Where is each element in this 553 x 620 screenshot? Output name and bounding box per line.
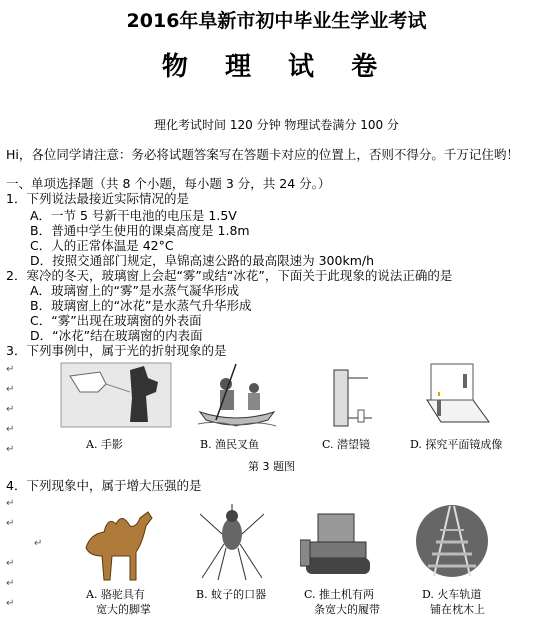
q3-figure-label: 第 3 题图 [248, 460, 295, 473]
paragraph-mark: ↵ [6, 518, 15, 529]
q2-option-b: B．玻璃窗上的“冰花”是水蒸气升华形成 [30, 298, 252, 313]
railway-image [414, 504, 490, 578]
paragraph-mark: ↵ [6, 558, 15, 569]
bulldozer-image [300, 504, 378, 582]
q3-caption-c: C. 潜望镜 [322, 438, 371, 451]
q2-option-a: A．玻璃窗上的“雾”是水蒸气凝华形成 [30, 283, 240, 298]
subject-title: 物 理 试 卷 [161, 52, 392, 82]
paragraph-mark: ↵ [34, 538, 43, 549]
section-heading: 一、单项选择题（共 8 个小题，每小题 3 分，共 24 分。） [6, 176, 331, 191]
paragraph-mark: ↵ [6, 404, 15, 415]
q1-option-c: C．人的正常体温是 42°C [30, 238, 174, 253]
q2-option-d: D．“冰花”结在玻璃窗的内表面 [30, 328, 203, 343]
q3-stem: 3．下列事例中，属于光的折射现象的是 [6, 343, 227, 358]
paragraph-mark: ↵ [6, 444, 15, 455]
q1-option-b: B．普通中学生使用的课桌高度是 1.8m [30, 223, 250, 238]
hand-shadow-image [60, 362, 172, 428]
q2-option-c: C．“雾”出现在玻璃窗的外表面 [30, 313, 202, 328]
q4-caption-b-line1: B. 蚊子的口器 [196, 588, 267, 601]
q1-stem: 1．下列说法最接近实际情况的是 [6, 191, 189, 206]
q4-caption-a-line2: 宽大的脚掌 [96, 603, 151, 616]
q4-caption-c-line1: C. 推土机有两 [304, 588, 375, 601]
q4-caption-d-line2: 铺在枕木上 [430, 603, 485, 616]
q4-caption-c-line2: 条宽大的履带 [314, 603, 380, 616]
paragraph-mark: ↵ [6, 578, 15, 589]
plane-mirror-image [423, 360, 493, 430]
q4-stem: 4．下列现象中，属于增大压强的是 [6, 478, 202, 493]
exam-title: 2016年阜新市初中毕业生学业考试 [126, 10, 427, 32]
paragraph-mark: ↵ [6, 424, 15, 435]
paragraph-mark: ↵ [6, 364, 15, 375]
periscope-image [328, 366, 378, 430]
fisherman-image [196, 360, 278, 430]
q4-caption-a-line1: A. 骆驼具有 [86, 588, 145, 601]
q1-option-a: A．一节 5 号新干电池的电压是 1.5V [30, 208, 237, 223]
mosquito-image [196, 504, 268, 582]
camel-image [76, 504, 156, 584]
q3-caption-d: D. 探究平面镜成像 [410, 438, 503, 451]
q1-option-d: D．按照交通部门规定，阜锦高速公路的最高限速为 300km/h [30, 253, 375, 268]
q3-caption-a: A. 手影 [86, 438, 123, 451]
exam-info: 理化考试时间 120 分钟 物理试卷满分 100 分 [154, 118, 399, 132]
q2-stem: 2．寒冷的冬天，玻璃窗上会起“雾”或结“冰花”，下面关于此现象的说法正确的是 [6, 268, 453, 283]
paragraph-mark: ↵ [6, 384, 15, 395]
q4-caption-d-line1: D. 火车轨道 [422, 588, 482, 601]
paragraph-mark: ↵ [6, 598, 15, 609]
paragraph-mark: ↵ [6, 498, 15, 509]
q3-caption-b: B. 渔民叉鱼 [200, 438, 260, 451]
notice-text: Hi，各位同学请注意：务必将试题答案写在答题卡对应的位置上，否则不得分。千万记住哟！ [6, 147, 519, 162]
